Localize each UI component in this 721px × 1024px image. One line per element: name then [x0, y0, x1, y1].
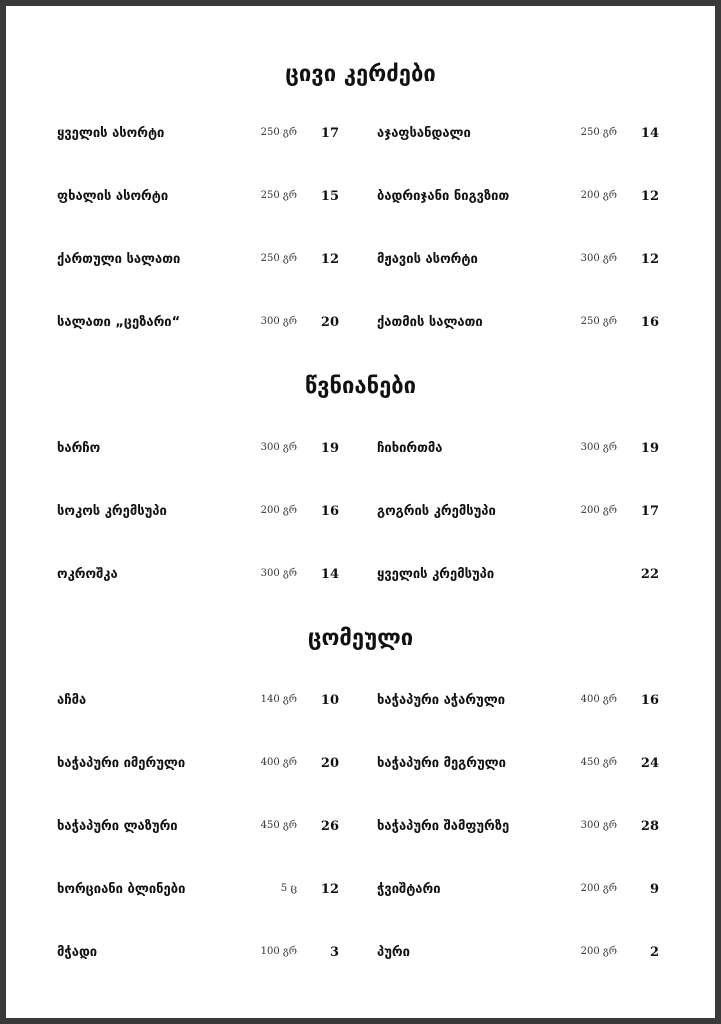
item-name: ხაჭაპური იმერული [57, 756, 186, 771]
item-price: 14 [640, 126, 659, 141]
item-name: ხორციანი ბლინები [57, 882, 186, 897]
item-price: 9 [649, 882, 659, 897]
item-price: 16 [320, 504, 339, 519]
menu-item [57, 504, 339, 524]
item-price: 12 [320, 252, 339, 267]
item-name: ხაჭაპური მეგრული [377, 756, 506, 771]
item-price: 12 [320, 882, 339, 897]
item-name: ქართული სალათი [57, 252, 181, 267]
menu-item [57, 126, 339, 146]
item-price: 2 [649, 945, 659, 960]
item-name: ოკროშკა [57, 567, 118, 582]
item-price: 17 [640, 504, 659, 519]
item-weight: 5 ც [280, 883, 297, 894]
menu-item [377, 189, 659, 209]
section-title-pastries: ცომეული [307, 626, 414, 651]
item-name: ბადრიჯანი ნიგვზით [377, 189, 510, 204]
item-name: აჯაფსანდალი [377, 126, 471, 141]
item-name: ხაჭაპური ლაზური [57, 819, 178, 834]
item-price: 28 [640, 819, 659, 834]
item-weight: 200 გრ [260, 505, 297, 516]
item-weight: 450 გრ [580, 757, 617, 768]
item-price: 20 [320, 756, 339, 771]
menu-item [377, 882, 659, 902]
item-name: ჭვიშტარი [377, 882, 441, 897]
menu-page [6, 6, 715, 1018]
item-price: 17 [320, 126, 339, 141]
item-name: გოგრის კრემსუპი [377, 504, 496, 519]
menu-item [57, 567, 339, 587]
item-weight: 300 გრ [580, 442, 617, 453]
menu-item [57, 882, 339, 902]
item-weight: 300 გრ [260, 442, 297, 453]
menu-item [57, 819, 339, 839]
menu-item [57, 441, 339, 461]
item-weight: 400 გრ [260, 757, 297, 768]
item-name: ხარჩო [57, 441, 101, 456]
item-name: ფხალის ასორტი [57, 189, 169, 204]
item-price: 19 [640, 441, 659, 456]
item-weight: 250 გრ [260, 253, 297, 264]
item-weight: 100 გრ [260, 946, 297, 957]
item-name: ჩიხირთმა [377, 441, 443, 456]
menu-item [377, 693, 659, 713]
menu-item [377, 504, 659, 524]
item-name: მჭადი [57, 945, 98, 960]
item-weight: 250 გრ [580, 127, 617, 138]
menu-item [57, 189, 339, 209]
item-name: პური [377, 945, 410, 960]
item-weight: 300 გრ [580, 820, 617, 831]
item-price: 12 [640, 189, 659, 204]
item-name: ქათმის სალათი [377, 315, 483, 330]
item-price: 19 [320, 441, 339, 456]
item-weight: 250 გრ [580, 316, 617, 327]
item-weight: 140 გრ [260, 694, 297, 705]
menu-item [57, 945, 339, 965]
menu-item [57, 252, 339, 272]
item-weight: 250 გრ [260, 190, 297, 201]
menu-item [377, 945, 659, 965]
menu-item [377, 315, 659, 335]
item-price: 24 [640, 756, 659, 771]
item-price: 3 [329, 945, 339, 960]
item-price: 10 [320, 693, 339, 708]
item-weight: 200 გრ [580, 190, 617, 201]
menu-item [377, 252, 659, 272]
menu-item [57, 315, 339, 335]
item-name: სოკოს კრემსუპი [57, 504, 167, 519]
item-name: სალათი „ცეზარი“ [57, 315, 181, 330]
item-price: 12 [640, 252, 659, 267]
menu-item [57, 756, 339, 776]
section-title-soups: წვნიანები [304, 374, 417, 399]
menu-item [377, 126, 659, 146]
item-price: 22 [640, 567, 659, 582]
menu-item [377, 819, 659, 839]
item-name: ყველის კრემსუპი [377, 567, 495, 582]
item-price: 16 [640, 315, 659, 330]
item-weight: 300 გრ [260, 568, 297, 579]
menu-item [377, 567, 659, 587]
item-price: 16 [640, 693, 659, 708]
item-weight: 450 გრ [260, 820, 297, 831]
item-weight: 300 გრ [580, 253, 617, 264]
item-weight: 200 გრ [580, 946, 617, 957]
menu-item [377, 756, 659, 776]
item-weight: 200 გრ [580, 883, 617, 894]
item-weight: 250 გრ [260, 127, 297, 138]
item-weight: 300 გრ [260, 316, 297, 327]
item-price: 15 [320, 189, 339, 204]
item-name: ხაჭაპური შამფურზე [377, 819, 510, 834]
item-price: 26 [320, 819, 339, 834]
menu-item [57, 693, 339, 713]
item-price: 14 [320, 567, 339, 582]
item-name: ყველის ასორტი [57, 126, 165, 141]
item-name: მჟავის ასორტი [377, 252, 478, 267]
item-name: ხაჭაპური აჭარული [377, 693, 506, 708]
menu-item [377, 441, 659, 461]
item-weight: 400 გრ [580, 694, 617, 705]
item-price: 20 [320, 315, 339, 330]
item-weight: 200 გრ [580, 505, 617, 516]
section-title-cold-dishes: ცივი კერძები [285, 62, 436, 87]
item-name: აჩმა [57, 693, 87, 708]
